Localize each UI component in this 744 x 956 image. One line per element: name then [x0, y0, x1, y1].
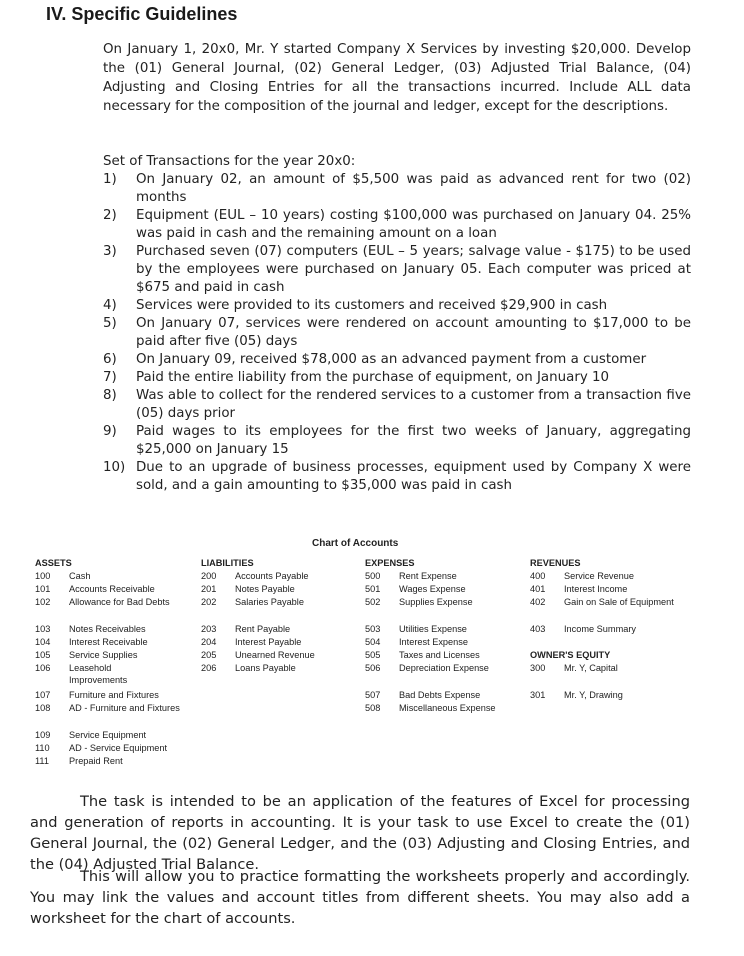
liabilities-column: [201, 558, 351, 678]
account-row: 301 Mr. Y, Drawing: [530, 690, 623, 700]
transaction-item: 8) Was able to collect for the rendered services to a customer from a transaction five (05) days prior: [103, 388, 691, 421]
revenues-header: REVENUES: [530, 558, 581, 568]
account-row: 504 Interest Expense: [365, 637, 468, 647]
outro-paragraph-2: This will allow you to practice formatting the worksheets properly and accordingly. You may link the values and account titles from different sheets. You may also add a worksheet for the chart of accounts.: [30, 868, 690, 927]
account-row: 102 Allowance for Bad Debts: [35, 597, 170, 607]
account-row: 105 Service Supplies: [35, 650, 138, 660]
transaction-item: 3) Purchased seven (07) computers (EUL – 5 years; salvage value - $175) to be used by the employees were purchased on January 05. Each computer was priced at $675 and paid in cash: [103, 244, 691, 295]
account-row: 400 Service Revenue: [530, 571, 634, 581]
transaction-item: 2) Equipment (EUL – 10 years) costing $100,000 was purchased on January 04. 25% was paid in cash and the remaining amount on a loan: [103, 208, 691, 241]
account-row: 101 Accounts Receivable: [35, 584, 155, 594]
account-row: 110 AD - Service Equipment: [35, 743, 168, 753]
liabilities-header: LIABILITIES: [201, 558, 254, 568]
account-row: 203 Rent Payable: [201, 624, 291, 634]
transaction-item: 1) On January 02, an amount of $5,500 was paid as advanced rent for two (02) months: [103, 172, 691, 205]
account-row: 300 Mr. Y, Capital: [530, 663, 618, 673]
assets-column: [35, 558, 195, 766]
account-row: 501 Wages Expense: [365, 584, 466, 594]
account-row: 200 Accounts Payable: [201, 571, 309, 581]
owners-equity-header: OWNER'S EQUITY: [530, 650, 611, 660]
transaction-item: 7) Paid the entire liability from the purchase of equipment, on January 10: [103, 370, 610, 385]
account-row: 204 Interest Payable: [201, 637, 302, 647]
transaction-item: 6) On January 09, received $78,000 as an advanced payment from a customer: [103, 352, 647, 367]
account-row: 508 Miscellaneous Expense: [365, 703, 496, 713]
account-row: 502 Supplies Expense: [365, 597, 473, 607]
account-row: 106 Leasehold Improvements: [35, 663, 128, 685]
revenues-column: [530, 558, 680, 708]
outro-paragraph-1: The task is intended to be an application of the features of Excel for processing and generation of reports in accounting. It is your task to use Excel to create the (01) General Journal, the (02) General Ledger, and the (03) Adjusting and Closing Entries, and the (04) Adjusted Trial Balance.: [30, 793, 690, 873]
account-row: 100 Cash: [35, 571, 91, 581]
account-row: 109 Service Equipment: [35, 730, 147, 740]
transaction-item: 10) Due to an upgrade of business processes, equipment used by Company X were sold, and a gain amounting to $35,000 was paid in cash: [103, 460, 691, 493]
account-row: 103 Notes Receivables: [35, 624, 146, 634]
chart-of-accounts-title: Chart of Accounts: [312, 538, 399, 549]
account-row: 505 Taxes and Licenses: [365, 650, 480, 660]
account-row: 506 Depreciation Expense: [365, 663, 489, 673]
account-row: 107 Furniture and Fixtures: [35, 690, 159, 700]
account-row: 205 Unearned Revenue: [201, 650, 315, 660]
account-row: 403 Income Summary: [530, 624, 636, 634]
account-row: 507 Bad Debts Expense: [365, 690, 481, 700]
expenses-header: EXPENSES: [365, 558, 415, 568]
account-row: 401 Interest Income: [530, 584, 628, 594]
account-row: 111 Prepaid Rent: [35, 756, 123, 766]
transactions-title: Set of Transactions for the year 20x0:: [103, 154, 356, 169]
account-row: 202 Salaries Payable: [201, 597, 304, 607]
intro-paragraph: On January 1, 20x0, Mr. Y started Company X Services by investing $20,000. Develop the (01) General Journal, (02) General Ledger, (03) Adjusted Trial Balance, (04) Adjusting and Closing Entries for all the transactions incurred. Include ALL data necessary for the composition of the journal and ledger, except for the descriptions.: [103, 42, 691, 114]
transaction-item: 9) Paid wages to its employees for the first two weeks of January, aggregating $25,000 on January 15: [103, 424, 691, 457]
transaction-item: 5) On January 07, services were rendered on account amounting to $17,000 to be paid after five (05) days: [103, 316, 691, 349]
assets-header: ASSETS: [35, 558, 72, 568]
account-row: 108 AD - Furniture and Fixtures: [35, 703, 180, 713]
expenses-column: [365, 558, 525, 718]
account-row: 104 Interest Receivable: [35, 637, 148, 647]
transactions-list: [103, 171, 691, 495]
transaction-item: 4) Services were provided to its customers and received $29,900 in cash: [103, 298, 608, 313]
section-heading: IV. Specific Guidelines: [46, 4, 238, 24]
account-row: 206 Loans Payable: [201, 663, 296, 673]
account-row: 402 Gain on Sale of Equipment: [530, 597, 674, 607]
account-row: 500 Rent Expense: [365, 571, 457, 581]
account-row: 201 Notes Payable: [201, 584, 295, 594]
account-row: 503 Utilities Expense: [365, 624, 467, 634]
